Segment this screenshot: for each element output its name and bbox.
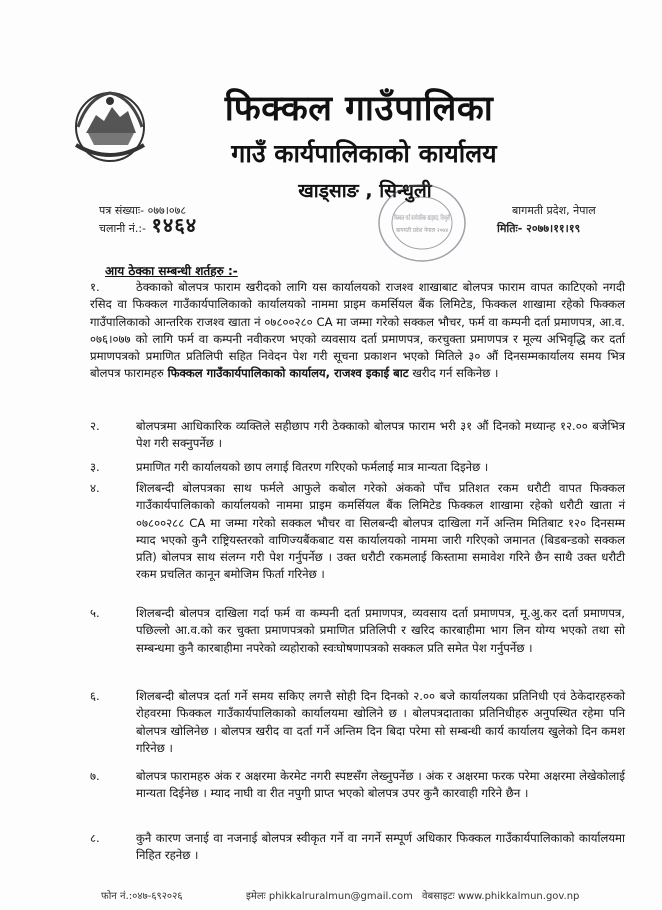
- reference-number: पत्र संख्याः- ०७७।०७८: [99, 204, 187, 217]
- clause-4: [90, 480, 625, 584]
- clause-6: [90, 688, 625, 757]
- dispatch-label: चलानी नं.:-: [99, 222, 147, 235]
- clause-number: १.: [90, 280, 100, 294]
- section-heading: आय ठेक्का सम्बन्धी शर्तहरु :-: [105, 264, 238, 278]
- clause-text: शिलबन्दी बोलपत्र दर्ता गर्ने समय सकिए लगत्तै सोही दिन दिनको २.०० बजे कार्यालयका प्रतिनिधी एवं ठेकेदारहरुको रोहवरमा फिक्कल गाउँकार्यपालिकाको कार्यालयमा खोलिने छ । बोलपत्रदाताका प्रतिनिधीहरु अनुपस्थित रहेमा पनि बोलपत्र खोलिनेछ । बोलपत्र खरीद वा दर्ता गर्ने अन्तिम दिन बिदा परेमा सो सम्बन्धी कार्य कार्यालय खुलेको दिन कमश गरिनेछ ।: [136, 689, 625, 755]
- clause-text: ठेक्काको बोलपत्र फाराम खरीदको लागि यस कार्यालयको राजश्व शाखाबाट बोलपत्र फाराम वापत काटिएको नगदी रसिद वा फिक्कल गाउँकार्यपालिकाको कार्यालयको नाममा प्राइम कमर्सियल बैंक लिमिटेड, फिक्कल शाखामा रहेको फिक्कल गाउँपालिकाको आन्तरिक राजश्व खाता नं ०७८००२८० CA मा जम्मा गरेको सक्कल भौचर, फर्म वा कम्पनी दर्ता प्रमाणपत्र, आ.व. ०७६।०७७ को लागि फर्म वा कम्पनी नवीकरण भएको व्यवसाय दर्ता प्रमाणपत्र, करचुक्ता प्रमाणपत्र र मूल्य अभिवृद्धि कर दर्ता प्रमाणपत्रको प्रमाणित प्रतिलिपी सहित निवेदन पेश गरी सूचना प्रकाशन भएको मितिले ३० औं दिनसम्मकार्यालय समय भित्र बोलपत्र फारामहरु फिक्कल गाउँकार्यपालिकाको कार्यालय, राजश्व इकाई बाट खरीद गर्न सकिनेछ ।: [90, 280, 625, 381]
- clause-text: शिलबन्दी बोलपत्रका साथ फर्मले आफुले कबोल गरेको अंकको पाँच प्रतिशत रकम धरौटी वापत फिक्कल गाउँकार्यपालिकाको कार्यालयको नाममा प्राइम कमर्सियल बैंक लिमिटेड फिक्कल शाखामा रहेको धरौटी खाता नं ०७८००२८८ CA मा जम्मा गरेको सक्कल भौचर वा सिलबन्दी बोलपत्र दाखिला गर्ने अन्तिम मितिबाट १२० दिनसम्म म्याद भएको कुनै राष्ट्रियस्तरको वाणिज्यबैंकबाट यस कार्यालयको नाममा जारी गरिएको जमानत (बिडबन्डको सक्कल प्रति) बोलपत्र साथ संलग्न गरी पेश गर्नुपर्नेछ । उक्त धरौटी रकमलाई किस्तामा समावेश गरिने छैन साथै उक्त धरौटी रकम प्रचलित कानून बमोजिम फिर्ता गरिनेछ ।: [136, 481, 625, 582]
- clause-2: [90, 418, 625, 453]
- clause-number: २.: [90, 419, 100, 433]
- clause-7: [90, 768, 625, 803]
- clause-8: [90, 830, 625, 865]
- clause-number: ३.: [90, 460, 100, 474]
- clause-5: [90, 605, 625, 657]
- clause-number: ५.: [90, 606, 100, 620]
- footer-email: इमेलः phikkalruralmun@gmail.com: [246, 891, 413, 902]
- footer-phone: फोन नं.:०४७-६९२०२६: [101, 891, 183, 902]
- stamp-text-2: बागमती प्रदेश नेपाल २०७४: [396, 227, 455, 234]
- clause-number: ४.: [90, 481, 100, 495]
- clause-text: शिलबन्दी बोलपत्र दाखिला गर्दा फर्म वा कम्पनी दर्ता प्रमाणपत्र, व्यवसाय दर्ता प्रमाणपत्र, मू.अु.कर दर्ता प्रमाणपत्र, पछिल्लो आ.व.को कर चुक्ता प्रमाणपत्रको प्रमाणित प्रतिलिपी र खरिद कारबाहीमा भाग लिन योग्य भएको तथा सो सम्बन्धमा कुनै कारबाहीमा नपरेको व्यहोराको स्वःघोषणापत्रको सक्कल प्रति समेत पेश गर्नुपर्नेछ ।: [136, 606, 625, 655]
- clause-text: कुनै कारण जनाई वा नजनाई बोलपत्र स्वीकृत गर्ने वा नगर्ने सम्पूर्ण अधिकार फिक्कल गाउँकार्यपालिकाको कार्यालयमा निहित रहनेछ ।: [136, 831, 625, 863]
- office-subtitle: गाउँ कार्यपालिकाको कार्यालय: [231, 139, 497, 168]
- stamp-text: फिक्कल गाउँ कार्यपालिका खाड्साङ, सिन्धुली: [394, 214, 509, 222]
- footer-website: वेबसाइटः www.phikkalmun.gov.np: [422, 891, 580, 902]
- office-title: फिक्कल गाउँपालिका: [224, 89, 494, 129]
- dispatch-number-row: [99, 213, 198, 237]
- dispatch-handwritten-number: १४६४: [151, 213, 198, 237]
- clause-number: ७.: [90, 769, 100, 783]
- clause-1: [90, 279, 625, 383]
- clause-3: [90, 459, 625, 476]
- clause-number: ६.: [90, 689, 100, 703]
- clause-bold-text: फिक्कल गाउँकार्यपालिकाको कार्यालय, राजश्व इकाई बाट: [167, 366, 409, 381]
- office-stamp: [376, 182, 509, 264]
- office-location: खाड्साङ , सिन्धुली: [298, 180, 432, 202]
- clause-text: बोलपत्र फारामहरु अंक र अक्षरमा केरमेट नगरी स्पष्टसँग लेख्नुपर्नेछ । अंक र अक्षरमा फरक परेमा अक्षरमा लेखेकोलाई मान्यता दिईनेछ । म्याद नाघी वा रीत नपुगी प्राप्त भएको बोलपत्र उपर कुनै कारवाही गरिने छैन ।: [136, 769, 625, 801]
- clause-text: बोलपत्रमा आधिकारिक व्यक्तिले सहीछाप गरी ठेक्काको बोलपत्र फाराम भरी ३१ औं दिनको मध्यान्ह १२.०० बजेभित्र पेश गरी सक्नुपर्नेछ ।: [136, 419, 625, 451]
- clause-text: प्रमाणित गरी कार्यालयको छाप लगाई वितरण गरिएको फर्मलाई मात्र मान्यता दिइनेछ ।: [136, 460, 489, 474]
- clause-number: ८.: [90, 831, 100, 845]
- province-text: बागमती प्रदेश, नेपाल: [512, 204, 596, 217]
- letter-date: मितिः- २०७७।११।१९: [497, 222, 581, 235]
